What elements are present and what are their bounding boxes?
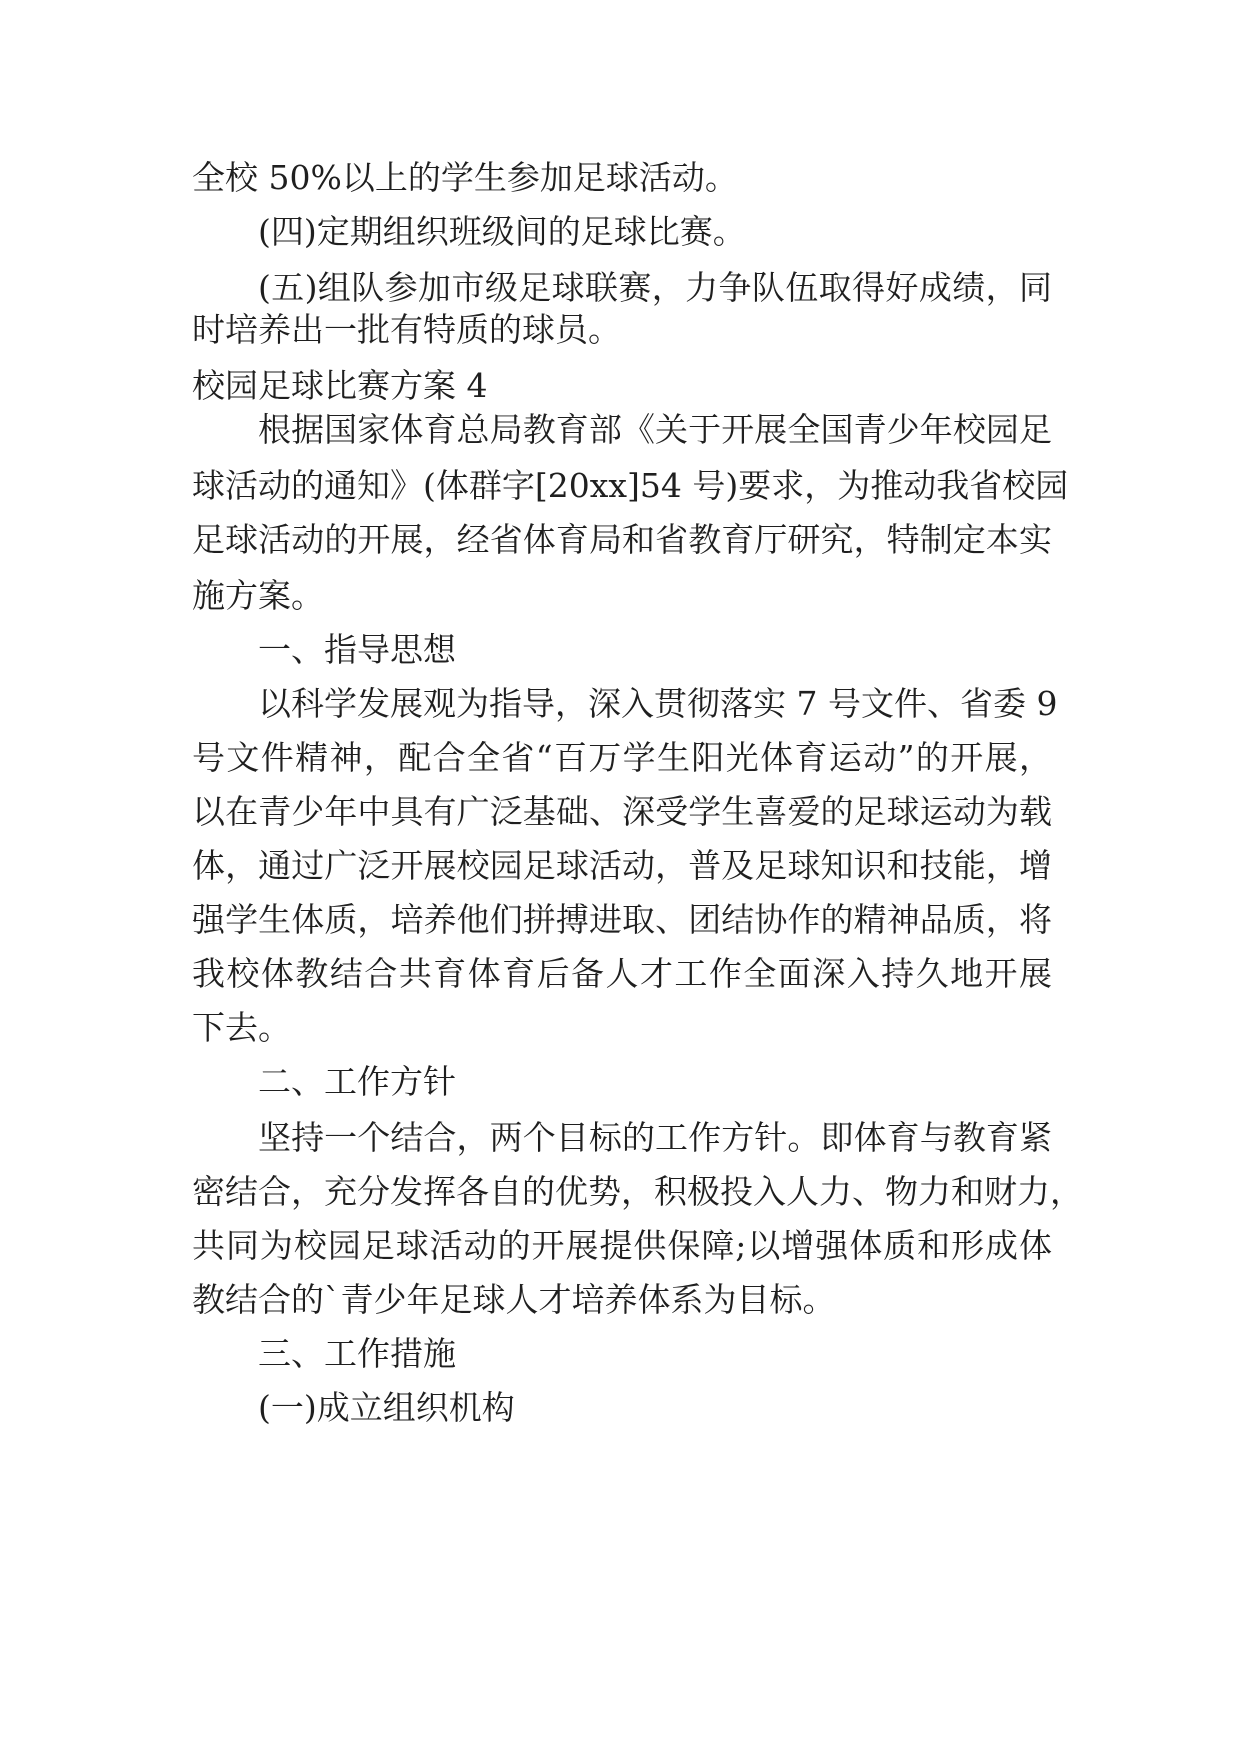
paragraph-line: 我校体教结合共育体育后备人才工作全面深入持久地开展 — [192, 954, 1052, 993]
paragraph-line: 二、工作方针 — [258, 1062, 456, 1101]
paragraph-line: 以科学发展观为指导，深入贯彻落实 7 号文件、省委 9 — [258, 684, 1058, 723]
paragraph-line: 号文件精神，配合全省“百万学生阳光体育运动”的开展， — [192, 738, 1052, 777]
paragraph-line: 一、指导思想 — [258, 630, 456, 669]
paragraph-line: 共同为校园足球活动的开展提供保障;以增强体质和形成体 — [192, 1226, 1052, 1265]
paragraph-line: (四)定期组织班级间的足球比赛。 — [258, 212, 746, 251]
paragraph-line: 教结合的`青少年足球人才培养体系为目标。 — [192, 1280, 836, 1319]
paragraph-line: 全校 50%以上的学生参加足球活动。 — [192, 158, 738, 197]
paragraph-line: 施方案。 — [192, 576, 324, 615]
paragraph-line: (一)成立组织机构 — [258, 1388, 515, 1427]
paragraph-line: 校园足球比赛方案 4 — [192, 366, 488, 405]
paragraph-line: 球活动的通知》(体群字[20xx]54 号)要求，为推动我省校园 — [192, 466, 1069, 505]
paragraph-line: 密结合，充分发挥各自的优势，积极投入人力、物力和财力， — [192, 1172, 1083, 1211]
paragraph-line: 坚持一个结合，两个目标的工作方针。即体育与教育紧 — [258, 1118, 1052, 1157]
paragraph-line: 时培养出一批有特质的球员。 — [192, 310, 621, 349]
paragraph-line: 体，通过广泛开展校园足球活动，普及足球知识和技能，增 — [192, 846, 1052, 885]
paragraph-line: 下去。 — [192, 1008, 291, 1047]
paragraph-line: 以在青少年中具有广泛基础、深受学生喜爱的足球运动为载 — [192, 792, 1052, 831]
paragraph-line: 根据国家体育总局教育部《关于开展全国青少年校园足 — [258, 410, 1052, 449]
paragraph-line: 足球活动的开展，经省体育局和省教育厅研究，特制定本实 — [192, 520, 1052, 559]
paragraph-line: (五)组队参加市级足球联赛，力争队伍取得好成绩，同 — [258, 268, 1052, 307]
paragraph-line: 强学生体质，培养他们拼搏进取、团结协作的精神品质，将 — [192, 900, 1052, 939]
paragraph-line: 三、工作措施 — [258, 1334, 456, 1373]
